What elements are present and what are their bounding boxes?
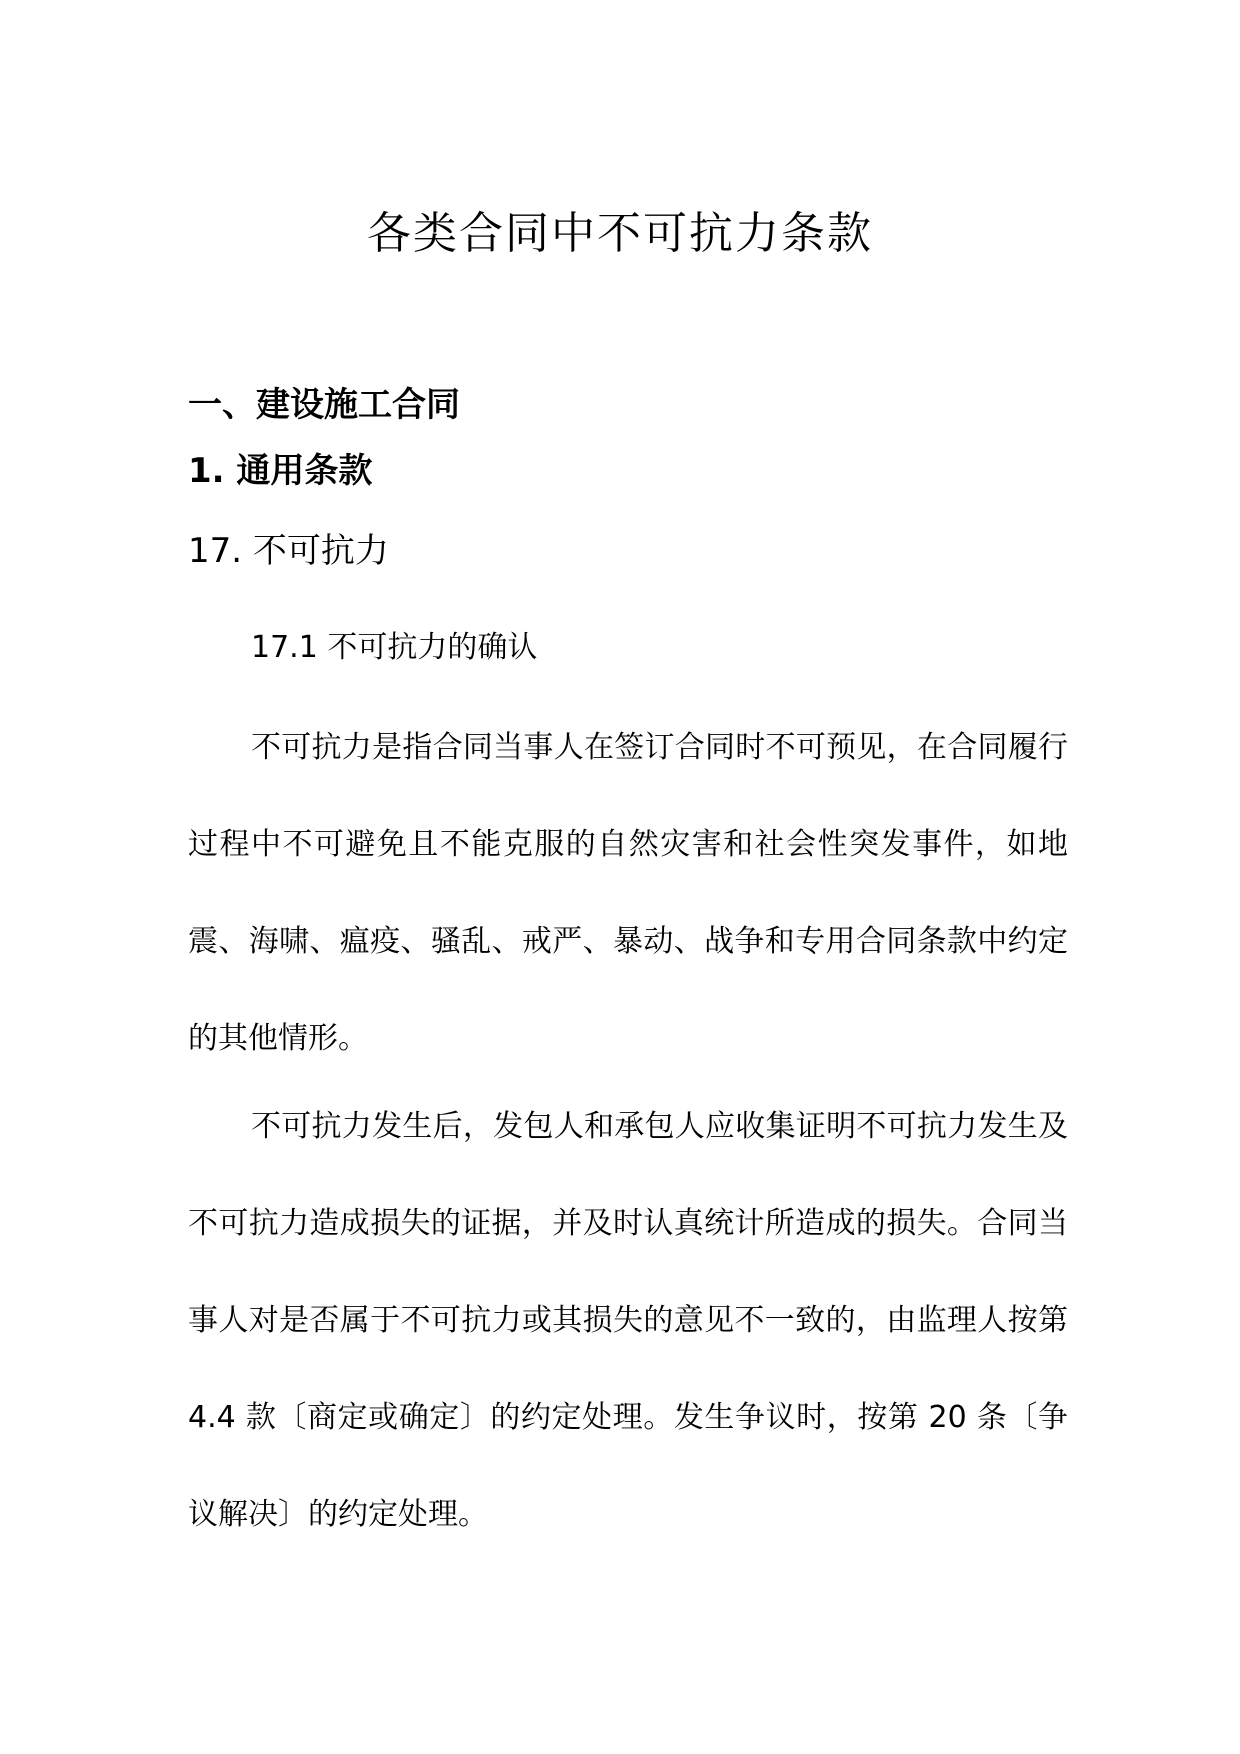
body-paragraph: 不可抗力是指合同当事人在签订合同时不可预见，在合同履行过程中不可避免且不能克服的自然灾害和社会性突发事件，如地震、海啸、瘟疫、骚乱、戒严、暴动、战争和专用合同条款中约定的其他情形。 <box>188 730 1068 1056</box>
subclause-title: 17.1 不可抗力的确认 <box>251 630 538 665</box>
body-paragraph: 不可抗力发生后，发包人和承包人应收集证明不可抗力发生及不可抗力造成损失的证据，并及时认真统计所造成的损失。合同当事人对是否属于不可抗力或其损失的意见不一致的，由监理人按第 4.4 款〔商定或确定〕的约定处理。发生争议时，按第 20 条〔争议解决〕的约定处理。 <box>188 1109 1068 1532</box>
clause-title: 17. 不可抗力 <box>188 531 389 571</box>
document-title: 各类合同中不可抗力条款 <box>367 208 873 259</box>
section-heading: 一、建设施工合同 <box>188 385 460 425</box>
sub-heading: 1. 通用条款 <box>188 451 373 491</box>
